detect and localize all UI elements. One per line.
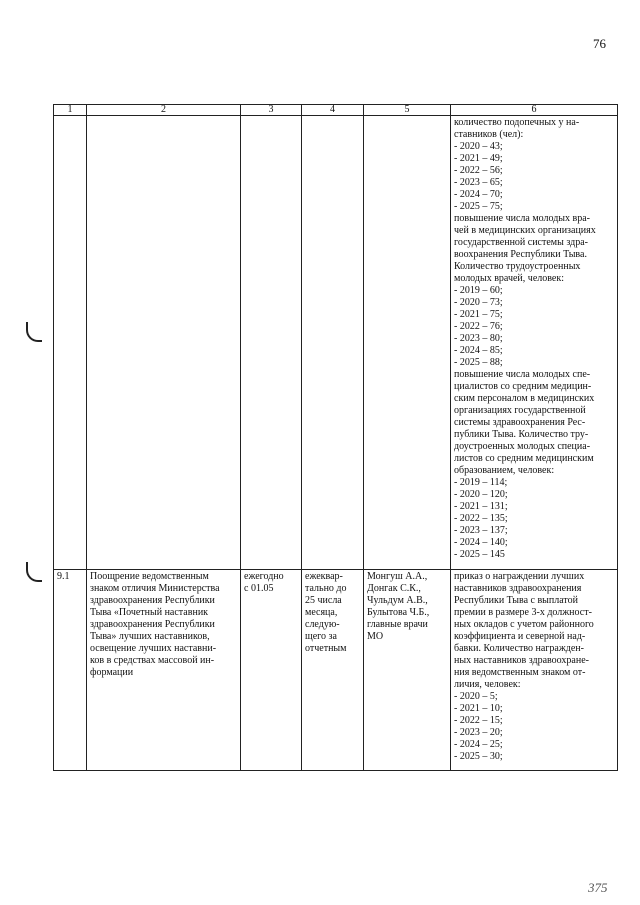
text-line: 25 числа bbox=[305, 595, 342, 606]
text-line: - 2023 – 65; bbox=[454, 177, 503, 188]
table-row-9-1 bbox=[54, 570, 618, 771]
column-header: 6 bbox=[451, 105, 618, 116]
text-line: - 2022 – 135; bbox=[454, 513, 508, 524]
text-line: - 2019 – 114; bbox=[454, 477, 508, 488]
text-line: - 2022 – 56; bbox=[454, 165, 503, 176]
text-line: количество подопечных у на- bbox=[454, 117, 580, 128]
text-line: - 2021 – 75; bbox=[454, 309, 503, 320]
responsible-text bbox=[367, 571, 447, 643]
text-line: - 2023 – 20; bbox=[454, 727, 503, 738]
text-line: отчетным bbox=[305, 643, 347, 654]
text-line: ных наставников здравоохране- bbox=[454, 655, 589, 666]
text-line: премии в размере 3-х должност- bbox=[454, 607, 592, 618]
text-line: ежеквар- bbox=[305, 571, 343, 582]
text-line: Тыва «Почетный наставник bbox=[90, 607, 209, 618]
text-line: наставников здравоохранения bbox=[454, 583, 582, 594]
text-line: публики Тыва. Количество тру- bbox=[454, 429, 589, 440]
handwritten-page-annotation: 375 bbox=[588, 880, 608, 895]
text-line: Булытова Ч.Б., bbox=[367, 607, 430, 618]
text-line: - 2024 – 25; bbox=[454, 739, 503, 750]
text-line: государственной системы здра- bbox=[454, 237, 588, 248]
text-line: - 2022 – 15; bbox=[454, 715, 503, 726]
text-line: бавки. Количество награжден- bbox=[454, 643, 584, 654]
measure-description bbox=[90, 571, 237, 679]
column-header: 5 bbox=[364, 105, 451, 116]
text-line: МО bbox=[367, 631, 384, 642]
text-line: - 2025 – 145 bbox=[454, 549, 505, 560]
result-cell bbox=[451, 570, 618, 771]
text-line: здравоохранения Республики bbox=[90, 595, 215, 606]
text-line: Чульдум А.В., bbox=[367, 595, 428, 606]
text-line: циалистов со средним медицин- bbox=[454, 381, 592, 392]
text-line: - 2023 – 137; bbox=[454, 525, 508, 536]
text-line: воохранения Республики Тыва. bbox=[454, 249, 587, 260]
deadline-cell bbox=[241, 570, 302, 771]
text-line: - 2022 – 76; bbox=[454, 321, 503, 332]
text-line: - 2024 – 70; bbox=[454, 189, 503, 200]
frequency-text bbox=[305, 571, 360, 655]
text-line: листов со средним медицинским bbox=[454, 453, 594, 464]
text-line: - 2024 – 140; bbox=[454, 537, 508, 548]
responsible-cell bbox=[364, 570, 451, 771]
text-line: повышение числа молодых спе- bbox=[454, 369, 591, 380]
text-line: Поощрение ведомственным bbox=[90, 571, 209, 582]
table-header-row bbox=[54, 105, 618, 116]
text-line: ежегодно bbox=[244, 571, 284, 582]
text-line: ставников (чел): bbox=[454, 129, 524, 140]
page-number: 76 bbox=[593, 36, 606, 51]
text-line: - 2024 – 85; bbox=[454, 345, 503, 356]
continuation-result-cell bbox=[451, 116, 618, 570]
text-line: с 01.05 bbox=[244, 583, 274, 594]
text-line: образованием, человек: bbox=[454, 465, 555, 476]
column-header: 3 bbox=[241, 105, 302, 116]
table-row-continuation bbox=[54, 116, 618, 570]
text-line: - 2025 – 75; bbox=[454, 201, 503, 212]
column-header: 1 bbox=[54, 105, 87, 116]
result-text bbox=[454, 571, 614, 763]
text-line: ским персоналом в медицинских bbox=[454, 393, 595, 404]
deadline-text bbox=[244, 571, 298, 595]
text-line: - 2020 – 120; bbox=[454, 489, 508, 500]
margin-bracket-mark bbox=[26, 562, 42, 582]
empty-cell bbox=[87, 116, 241, 570]
text-line: - 2021 – 10; bbox=[454, 703, 503, 714]
text-line: здравоохранения Республики bbox=[90, 619, 215, 630]
column-header: 4 bbox=[302, 105, 364, 116]
text-line: следую- bbox=[305, 619, 340, 630]
margin-bracket-mark bbox=[26, 322, 42, 342]
text-line: - 2025 – 30; bbox=[454, 751, 503, 762]
text-line: - 2021 – 49; bbox=[454, 153, 503, 164]
text-line: тально до bbox=[305, 583, 347, 594]
result-text bbox=[454, 117, 614, 561]
text-line: доустроенных молодых специа- bbox=[454, 441, 591, 452]
empty-cell bbox=[302, 116, 364, 570]
text-line: месяца, bbox=[305, 607, 338, 618]
text-line: ных окладов с учетом районного bbox=[454, 619, 594, 630]
text-line: Количество трудоустроенных bbox=[454, 261, 581, 272]
text-line: повышение числа молодых вра- bbox=[454, 213, 591, 224]
text-line: главные врачи bbox=[367, 619, 428, 630]
text-line: коэффициента и северной над- bbox=[454, 631, 586, 642]
empty-cell bbox=[241, 116, 302, 570]
text-line: организациях государственной bbox=[454, 405, 586, 416]
text-line: Монгуш А.А., bbox=[367, 571, 428, 582]
plan-table bbox=[53, 104, 618, 771]
text-line: щего за bbox=[305, 631, 337, 642]
text-line: знаком отличия Министерства bbox=[90, 583, 220, 594]
text-line: молодых врачей, человек: bbox=[454, 273, 564, 284]
row-number: 9.1 bbox=[54, 570, 87, 771]
text-line: формации bbox=[90, 667, 134, 678]
measure-description-cell bbox=[87, 570, 241, 771]
text-line: освещение лучших наставни- bbox=[90, 643, 217, 654]
text-line: приказ о награждении лучших bbox=[454, 571, 585, 582]
empty-cell bbox=[364, 116, 451, 570]
text-line: ков в средствах массовой ин- bbox=[90, 655, 215, 666]
text-line: личия, человек: bbox=[454, 679, 521, 690]
text-line: Донгак С.К., bbox=[367, 583, 421, 594]
text-line: - 2020 – 5; bbox=[454, 691, 498, 702]
text-line: ния ведомственным знаком от- bbox=[454, 667, 586, 678]
text-line: - 2020 – 43; bbox=[454, 141, 503, 152]
text-line: - 2019 – 60; bbox=[454, 285, 503, 296]
column-header: 2 bbox=[87, 105, 241, 116]
text-line: Республики Тыва с выплатой bbox=[454, 595, 579, 606]
text-line: системы здравоохранения Рес- bbox=[454, 417, 586, 428]
frequency-cell bbox=[302, 570, 364, 771]
text-line: - 2025 – 88; bbox=[454, 357, 503, 368]
text-line: чей в медицинских организациях bbox=[454, 225, 596, 236]
text-line: - 2021 – 131; bbox=[454, 501, 508, 512]
empty-cell bbox=[54, 116, 87, 570]
text-line: - 2020 – 73; bbox=[454, 297, 503, 308]
text-line: Тыва» лучших наставников, bbox=[90, 631, 210, 642]
text-line: - 2023 – 80; bbox=[454, 333, 503, 344]
